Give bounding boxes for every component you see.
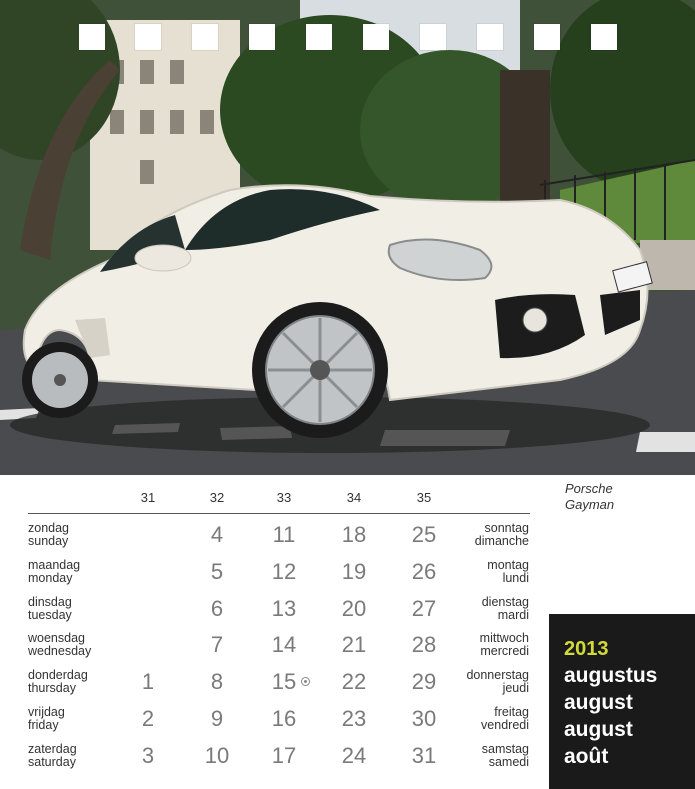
binding-hole: [306, 24, 332, 50]
date-cell: 27: [411, 596, 437, 621]
date-cell: 25: [411, 522, 437, 547]
date-cell: 21: [341, 632, 367, 657]
day-name-french: lundi: [502, 571, 529, 585]
day-label-right: [466, 669, 529, 695]
header-divider: [28, 513, 530, 514]
photo-caption: [565, 481, 614, 513]
day-label-right: [475, 522, 529, 548]
day-name-english: friday: [28, 718, 59, 732]
day-name-french: mardi: [497, 608, 529, 622]
day-name-german: mittwoch: [479, 631, 529, 645]
month-name-french: août: [564, 745, 609, 768]
date-cell: 13: [271, 596, 297, 621]
date-cell: 19: [341, 559, 367, 584]
week-number: 34: [346, 490, 362, 505]
date-cell: 9: [210, 706, 224, 731]
day-name-french: dimanche: [474, 534, 529, 548]
day-row-saturday: [0, 741, 540, 775]
date-cell: 6: [210, 596, 224, 621]
day-name-english: thursday: [28, 681, 76, 695]
day-name-dutch: maandag: [28, 558, 81, 572]
date-cell: 16: [271, 706, 297, 731]
date-cell: 29: [411, 669, 437, 694]
day-label-right: [482, 596, 529, 622]
day-name-german: freitag: [494, 705, 529, 719]
day-label-right: [487, 559, 529, 585]
date-cell: 8: [210, 669, 224, 694]
day-name-german: montag: [487, 558, 529, 572]
day-label-right: [480, 632, 529, 658]
caption-line: Gayman: [565, 497, 615, 512]
day-name-dutch: woensdag: [28, 631, 85, 645]
date-cell: 20: [341, 596, 367, 621]
date-cell: 31: [411, 743, 437, 768]
day-name-dutch: zaterdag: [28, 742, 77, 756]
day-row-wednesday: [0, 630, 540, 664]
month-title-box: [549, 614, 695, 789]
date-cell: 22: [341, 669, 367, 694]
week-number: 32: [209, 490, 225, 505]
month-name-english: august: [564, 691, 633, 714]
date-cell: 10: [204, 743, 230, 768]
date-cell: 12: [271, 559, 297, 584]
week-number: 35: [416, 490, 432, 505]
day-row-monday: [0, 557, 540, 591]
day-name-french: samedi: [488, 755, 529, 769]
day-label-left: [28, 743, 77, 769]
day-name-english: saturday: [28, 755, 76, 769]
day-name-dutch: dinsdag: [28, 595, 72, 609]
day-name-english: tuesday: [28, 608, 72, 622]
date-cell: 11: [272, 522, 296, 547]
date-cell: 5: [210, 559, 224, 584]
binding-hole: [477, 24, 503, 50]
binding-hole: [591, 24, 617, 50]
binding-hole: [420, 24, 446, 50]
date-cell: 26: [411, 559, 437, 584]
week-number: 33: [276, 490, 292, 505]
week-number-row: [0, 490, 520, 510]
day-name-french: jeudi: [502, 681, 529, 695]
date-cell: 23: [341, 706, 367, 731]
day-row-friday: [0, 704, 540, 738]
date-cell: 14: [271, 632, 297, 657]
day-label-left: [28, 632, 91, 658]
day-name-german: samstag: [481, 742, 529, 756]
day-label-left: [28, 596, 72, 622]
date-cell: 7: [210, 632, 224, 657]
date-cell: 2: [141, 706, 155, 731]
day-name-german: sonntag: [484, 521, 529, 535]
binding-hole: [534, 24, 560, 50]
full-moon-icon: [301, 677, 310, 686]
date-cell: 28: [411, 632, 437, 657]
month-name-german: august: [564, 718, 633, 741]
day-label-left: [28, 669, 88, 695]
day-name-english: monday: [28, 571, 73, 585]
day-name-german: donnerstag: [466, 668, 529, 682]
day-label-right: [481, 706, 529, 732]
binding-hole: [192, 24, 218, 50]
date-cell: 30: [411, 706, 437, 731]
day-label-right: [482, 743, 529, 769]
day-name-dutch: vrijdag: [28, 705, 65, 719]
date-cell: 15: [271, 669, 297, 694]
binding-hole: [249, 24, 275, 50]
day-label-left: [28, 522, 69, 548]
date-cell: 17: [271, 743, 297, 768]
binding-hole: [135, 24, 161, 50]
day-name-dutch: zondag: [28, 521, 70, 535]
date-cell: 1: [141, 669, 155, 694]
binding-hole: [79, 24, 105, 50]
week-number: 31: [140, 490, 156, 505]
date-cell: 18: [341, 522, 367, 547]
month-name-dutch: augustus: [564, 664, 658, 687]
day-label-left: [28, 559, 80, 585]
date-cell: 3: [141, 743, 155, 768]
day-row-sunday: [0, 520, 540, 554]
day-name-french: mercredi: [480, 644, 529, 658]
day-row-tuesday: [0, 594, 540, 628]
binding-hole: [363, 24, 389, 50]
day-name-french: vendredi: [481, 718, 529, 732]
caption-line: Porsche: [565, 481, 613, 496]
day-name-english: wednesday: [28, 644, 92, 658]
day-row-thursday: [0, 667, 540, 701]
date-cell: 4: [210, 522, 224, 547]
day-name-dutch: donderdag: [28, 668, 88, 682]
day-name-english: sunday: [28, 534, 69, 548]
year-label: 2013: [564, 638, 609, 660]
day-name-german: dienstag: [481, 595, 529, 609]
day-label-left: [28, 706, 65, 732]
date-cell: 24: [341, 743, 367, 768]
